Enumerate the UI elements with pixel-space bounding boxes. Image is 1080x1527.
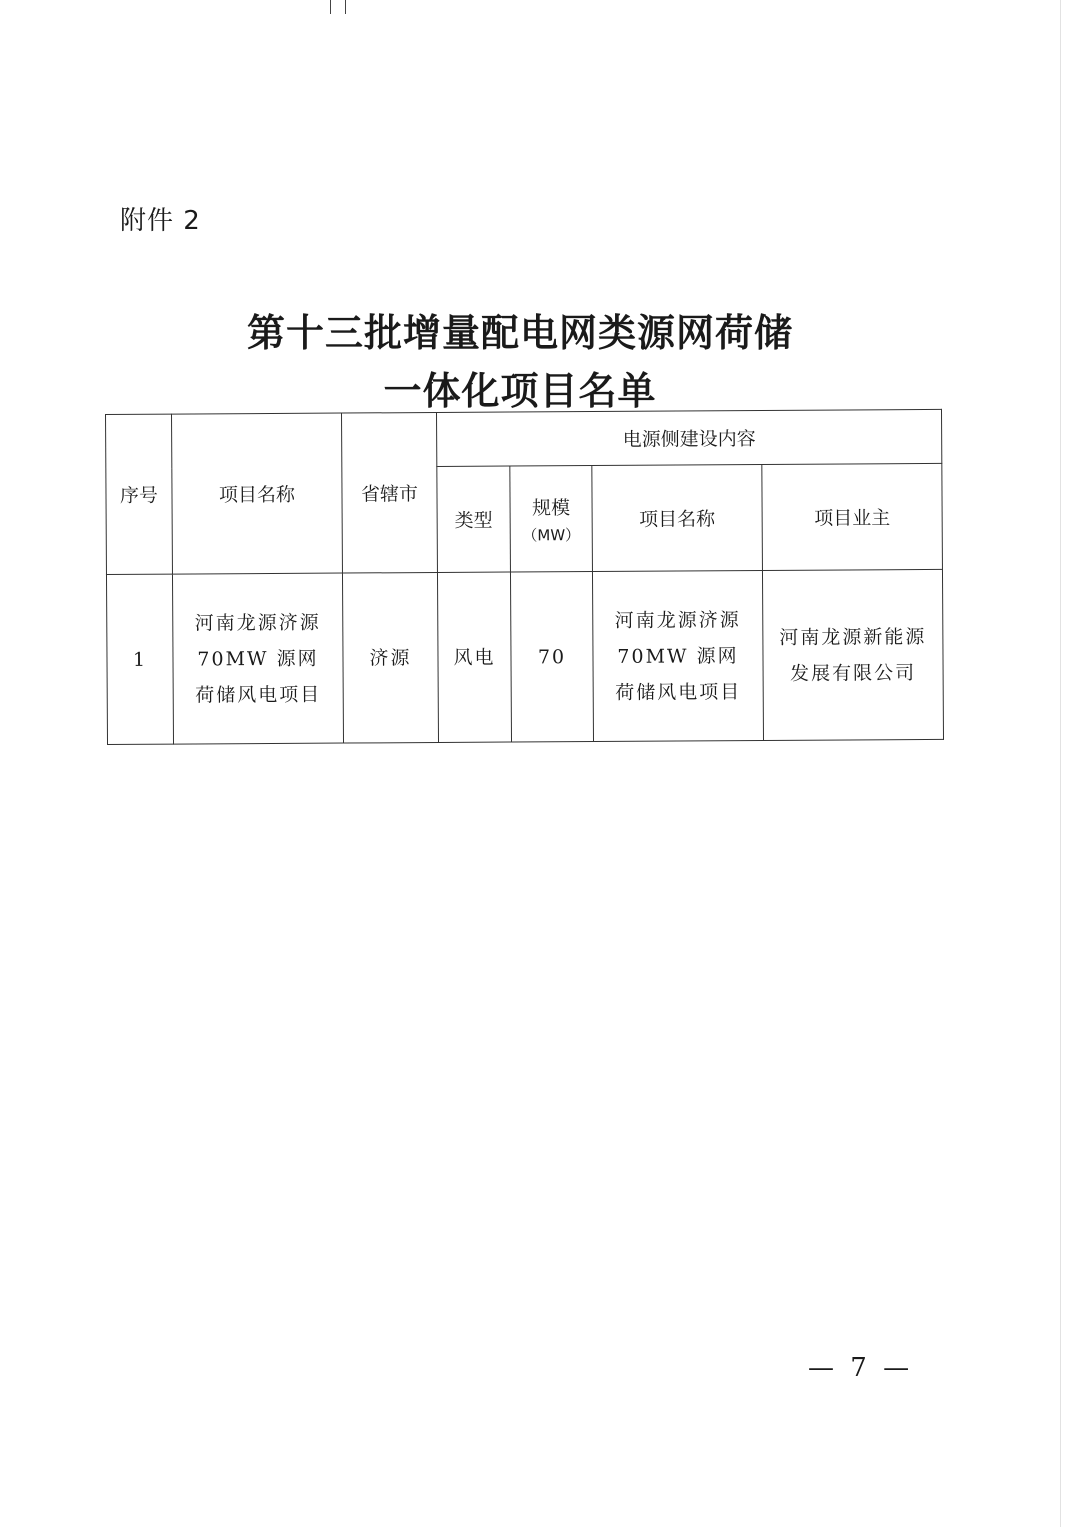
page-number: — 7 — [808,1353,914,1383]
table-row [106,569,943,744]
cell-power-project-name [592,570,763,741]
header-index: 序号 [106,414,173,574]
cell-owner-text: 河南龙源新能源发展有限公司 [779,625,927,685]
header-scale [510,466,593,572]
project-list-table [105,409,944,745]
header-type: 类型 [437,466,511,572]
cell-type: 风电 [437,572,511,742]
document-title-line-2: 一体化项目名单 [383,368,657,413]
page-edge-line [1060,0,1061,1527]
cell-project-name [172,573,343,744]
header-power-side-group: 电源侧建设内容 [436,409,941,466]
header-city: 省辖市 [341,412,437,573]
header-project-name: 项目名称 [172,413,343,574]
document-title-line-1: 第十三批增量配电网类源网荷储 [246,310,793,355]
header-power-project-name: 项目名称 [592,464,763,571]
header-scale-unit: （MW） [522,525,581,544]
header-scale-label: 规模 [531,496,571,519]
cell-city: 济源 [342,572,438,743]
cell-power-project-name-text: 河南龙源济源70MW 源网荷储风电项目 [614,608,742,704]
attachment-label: 附件 2 [120,206,201,236]
table-header-row-1 [106,409,942,468]
cell-project-name-text: 河南龙源济源70MW 源网荷储风电项目 [194,611,322,706]
header-owner: 项目业主 [762,463,943,570]
cell-owner [762,569,943,740]
cell-index: 1 [106,574,173,744]
cell-scale: 70 [510,572,593,742]
binding-mark [330,0,346,14]
